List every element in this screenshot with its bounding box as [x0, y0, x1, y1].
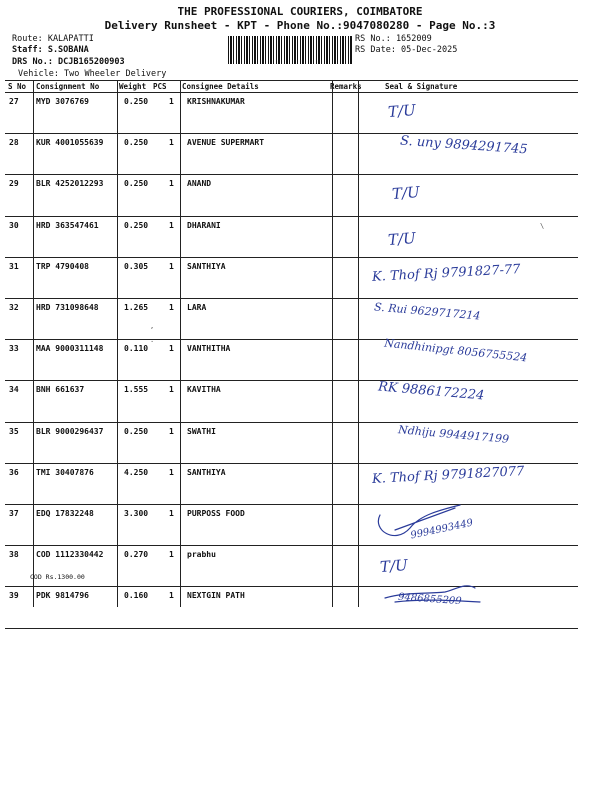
row-consignment: BLR 9000296437 — [36, 426, 104, 436]
row-sno: 35 — [9, 426, 19, 436]
row-pcs: 1 — [169, 591, 174, 601]
row-sno: 33 — [9, 344, 19, 354]
row-consignee: prabhu — [187, 550, 216, 560]
row-weight: 4.250 — [124, 467, 149, 477]
header-pcs: PCS — [153, 82, 167, 91]
row-sno: 36 — [9, 467, 19, 477]
row-consignment: TMI 30407876 — [36, 467, 94, 477]
row-consignee: KAVITHA — [187, 385, 221, 395]
header-sno: S No — [8, 82, 27, 91]
header-weight: Weight — [119, 82, 147, 91]
row-sno: 30 — [9, 220, 19, 230]
handwritten-signature: T/U — [387, 101, 417, 121]
header-consignee: Consignee Details — [182, 82, 259, 91]
row-sno: 32 — [9, 303, 19, 312]
row-consignee: ANAND — [187, 179, 212, 189]
row-sno: 27 — [9, 97, 19, 106]
row-pcs: 1 — [169, 303, 174, 312]
row-consignment: MYD 3076769 — [36, 97, 89, 106]
row-pcs: 1 — [169, 97, 174, 106]
row-pcs: 1 — [169, 220, 174, 230]
row-consignment: MAA 9000311148 — [36, 344, 104, 354]
handwritten-signature: T/U — [379, 556, 409, 577]
handwritten-signature: K. Thof Rj 9791827077 — [371, 463, 525, 487]
row-weight: 0.250 — [124, 138, 149, 148]
row-consignment: BNH 661637 — [36, 385, 85, 395]
row-consignment: COD 1112330442 — [36, 550, 104, 560]
row-consignee: DHARANI — [187, 220, 221, 230]
row-pcs: 1 — [169, 467, 174, 477]
handwritten-signature: RK 9886172224 — [377, 379, 485, 404]
handwritten-signature: 9486855209 — [397, 592, 462, 608]
row-consignee: NEXTGIN PATH — [187, 591, 245, 601]
row-sno: 31 — [9, 261, 19, 271]
row-sno: 29 — [9, 179, 19, 189]
handwritten-signature: T/U — [387, 228, 417, 249]
row-sno: 34 — [9, 385, 19, 395]
row-consignment: HRD 731098648 — [36, 303, 99, 312]
row-consignment: BLR 4252012293 — [36, 179, 104, 189]
row-weight: 0.250 — [124, 426, 149, 436]
row-pcs: 1 — [169, 179, 174, 189]
row-consignment: PDK 9814796 — [36, 591, 89, 601]
row-weight: 3.300 — [124, 509, 149, 518]
header-seal: Seal & Signature — [385, 82, 458, 91]
row-consignee: KRISHNAKUMAR — [187, 97, 245, 106]
row-pcs: 1 — [169, 138, 174, 148]
stray-mark: · — [150, 338, 155, 346]
row-sno: 37 — [9, 509, 19, 518]
row-pcs: 1 — [169, 344, 174, 354]
row-pcs: 1 — [169, 261, 174, 271]
route-label: Route: KALAPATTI — [12, 34, 94, 44]
row-sno: 39 — [9, 591, 19, 601]
row-consignee: VANTHITHA — [187, 344, 231, 354]
stray-mark: , — [150, 322, 155, 330]
row-weight: 0.250 — [124, 97, 149, 106]
row-weight: 0.270 — [124, 550, 149, 560]
row-consignee: LARA — [187, 303, 207, 312]
runsheet-subtitle: Delivery Runsheet - KPT - Phone No.:9047080280 - Page No.:3 — [104, 19, 496, 32]
stray-mark: \ — [540, 222, 545, 230]
row-consignee: AVENUE SUPERMART — [187, 138, 265, 148]
row-weight: 0.250 — [124, 179, 149, 189]
handwritten-signature: K. Thof Rj 9791827-77 — [371, 261, 521, 285]
row-sno: 38 — [9, 550, 19, 560]
handwritten-signature: S. Rui 9629717214 — [373, 300, 481, 323]
row-pcs: 1 — [169, 509, 174, 518]
row-pcs: 1 — [169, 550, 174, 560]
drs-number: DRS No.: DCJB165200903 — [12, 57, 125, 67]
row-consignment: TRP 4790408 — [36, 261, 89, 271]
row-pcs: 1 — [169, 426, 174, 436]
row-consignee: SANTHIYA — [187, 261, 226, 271]
row-consignment: EDQ 17832248 — [36, 509, 94, 518]
row-weight: 1.555 — [124, 385, 149, 395]
company-title: THE PROFESSIONAL COURIERS, COIMBATORE — [177, 5, 423, 18]
header-consignment: Consignment No — [36, 82, 100, 91]
row-weight: 0.250 — [124, 220, 149, 230]
row-consignee: SANTHIYA — [187, 467, 226, 477]
row-weight: 0.305 — [124, 261, 149, 271]
row-consignment: KUR 4001055639 — [36, 138, 104, 148]
row-sno: 28 — [9, 138, 19, 148]
row-pcs: 1 — [169, 385, 174, 395]
row-weight: 0.160 — [124, 591, 149, 601]
header-remarks: Remarks — [330, 82, 362, 91]
handwritten-signature: Ndhiju 9944917199 — [397, 422, 510, 446]
row-consignee: SWATHI — [187, 426, 216, 436]
handwritten-signature: 9994993449 — [409, 517, 475, 542]
row-weight: 1.265 — [124, 303, 149, 312]
cod-amount: COD Rs.1300.00 — [30, 573, 85, 582]
row-weight: 0.110 — [124, 344, 149, 354]
staff-label: Staff: S.SOBANA — [12, 45, 89, 55]
handwritten-signature: S. uny 9894291745 — [399, 133, 529, 158]
rs-number: RS No.: 1652009 — [355, 34, 432, 44]
row-consignment: HRD 363547461 — [36, 220, 99, 230]
row-consignee: PURPOSS FOOD — [187, 509, 245, 518]
handwritten-signature: Nandhinipgt 8056755524 — [383, 336, 528, 365]
vehicle-label: Vehicle: Two Wheeler Delivery — [18, 69, 167, 79]
rs-date: RS Date: 05-Dec-2025 — [355, 45, 458, 55]
handwritten-signature: T/U — [391, 183, 421, 204]
